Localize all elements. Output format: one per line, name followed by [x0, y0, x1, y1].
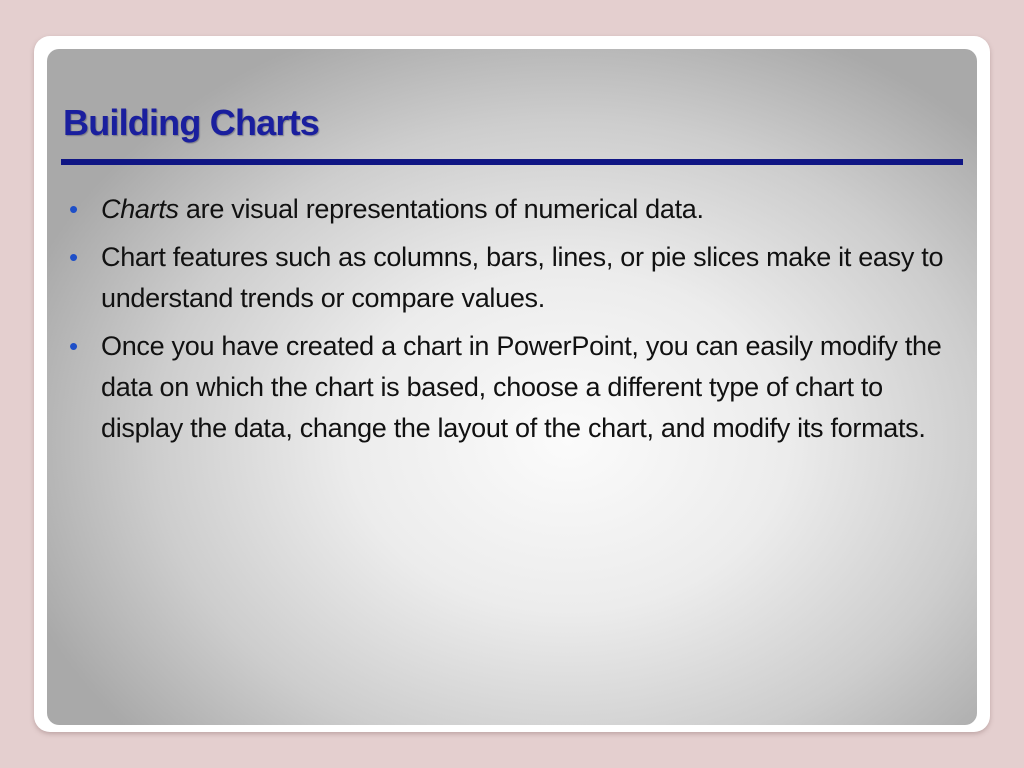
slide-title: Building Charts [63, 102, 319, 143]
bullet-dot-icon: • [69, 331, 78, 361]
slide-panel [47, 49, 977, 725]
bullet-text: Once you have created a chart in PowerPoint, you can easily modify the data on which the chart is based, choose a different type of chart to display the data, change the layout of the chart, and modify its formats. [101, 331, 942, 443]
bullet-item-chart-features [69, 237, 959, 319]
bullet-item-modify-chart [69, 326, 959, 449]
bullet-dot-icon: • [69, 242, 78, 272]
bullet-item-charts-definition [69, 189, 959, 230]
slide-frame [34, 36, 990, 732]
bullet-dot-icon: • [69, 194, 78, 224]
bullet-emphasis: Charts [101, 194, 179, 224]
bullet-text: Chart features such as columns, bars, lines, or pie slices make it easy to understand trends or compare values. [101, 242, 944, 313]
bullet-list [69, 189, 959, 456]
title-underline [61, 159, 963, 165]
bullet-text: are visual representations of numerical data. [178, 194, 704, 224]
